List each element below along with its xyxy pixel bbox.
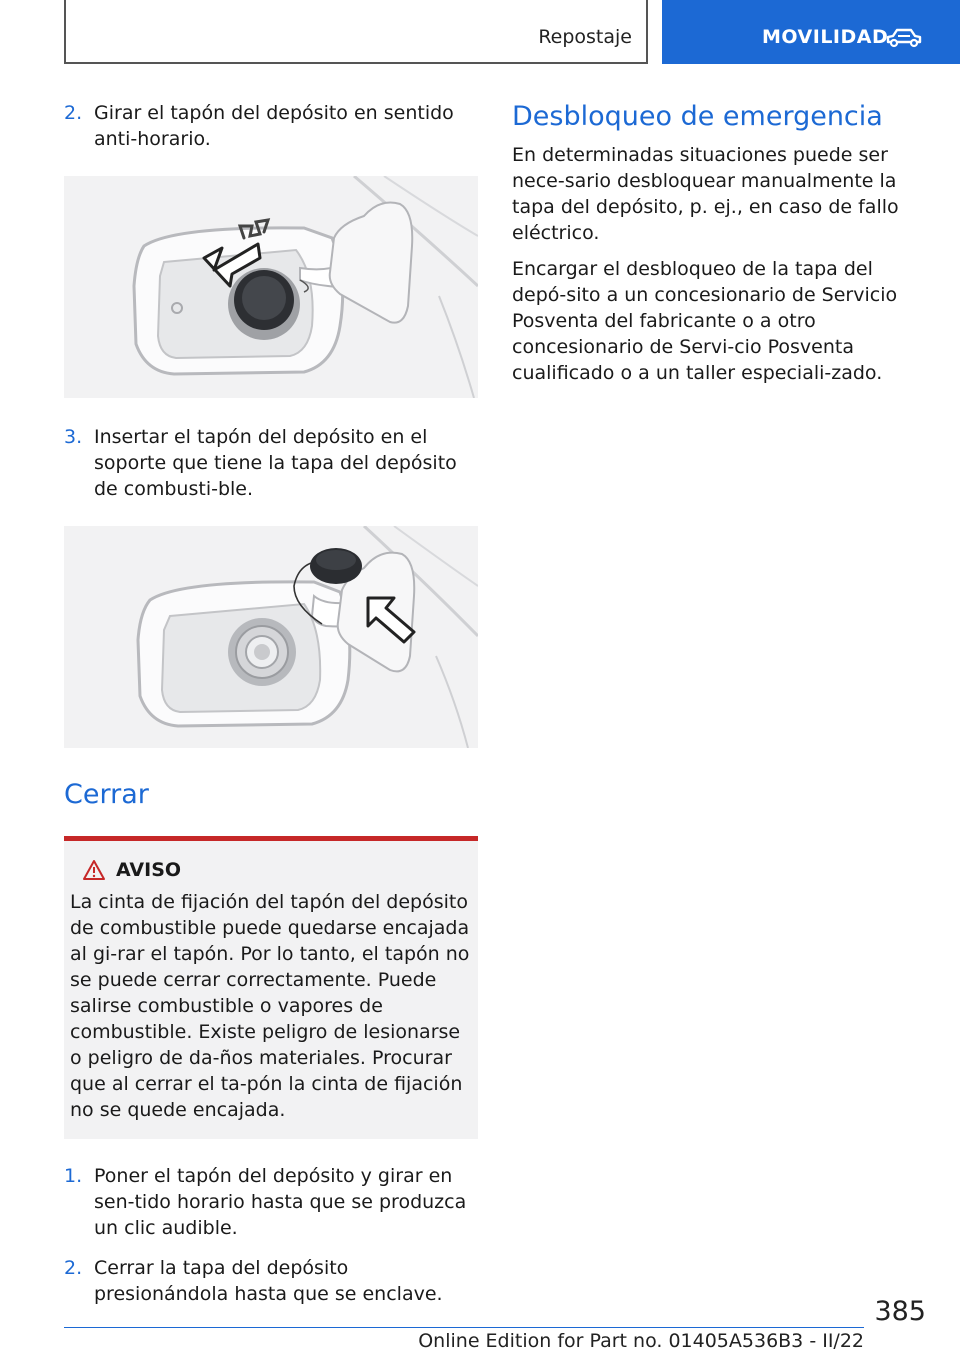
heading-desbloqueo: Desbloqueo de emergencia <box>512 101 883 132</box>
step-text: Girar el tapón del depósito en sentido anti‐horario. <box>94 102 454 150</box>
figure-cap-holder <box>64 526 478 748</box>
chapter-title: MOVILIDAD <box>762 26 889 48</box>
step-number: 2. <box>64 1257 83 1279</box>
paragraph: En determinadas situaciones puede ser nece‐sario desbloquear manualmente la tapa del depósito, p. ej., en caso de fallo eléctrico. <box>512 144 899 244</box>
notice-title: AVISO <box>116 859 182 881</box>
step-text: Cerrar la tapa del depósito presionándola hasta que se enclave. <box>94 1257 443 1305</box>
step-item <box>64 100 478 152</box>
step-number: 2. <box>64 102 83 124</box>
page-number: 385 <box>874 1296 926 1327</box>
paragraph: Encargar el desbloqueo de la tapa del depó‐sito a un concesionario de Servicio Posventa del fabricante o a otro concesionario de Servi‐cio Posventa cualificado o a un taller especiali‐zado. <box>512 258 898 384</box>
footer-divider <box>64 1327 864 1328</box>
section-title: Repostaje <box>538 26 632 48</box>
chapter-tab[interactable] <box>662 0 960 64</box>
notice-text: La cinta de fijación del tapón del depósito de combustible puede quedarse encajada al gi‐rar el tapón. Por lo tanto, el tapón no se puede cerrar correctamente. Puede salirse combustible o vapores de combustible. Existe peligro de lesionarse o peligro de da‐ños materiales. Procurar que al cerrar el ta‐pón la cinta de fijación no se quede encajada. <box>70 891 470 1121</box>
step-item <box>64 1163 478 1241</box>
notice-header <box>70 859 472 881</box>
heading-cerrar: Cerrar <box>64 779 149 810</box>
left-column <box>64 100 478 1321</box>
figure-turn-fuel-cap <box>64 176 478 398</box>
car-icon <box>884 26 924 50</box>
warning-triangle-icon <box>82 859 106 881</box>
right-column <box>512 100 924 396</box>
header-section-box <box>64 0 648 64</box>
footer-edition: Online Edition for Part no. 01405A536B3 - II/22 <box>418 1330 864 1352</box>
step-number: 3. <box>64 426 83 448</box>
step-item <box>64 424 478 502</box>
step-number: 1. <box>64 1165 83 1187</box>
step-item <box>64 1255 478 1307</box>
step-text: Poner el tapón del depósito y girar en sen‐tido horario hasta que se produzca un clic audible. <box>94 1165 467 1239</box>
step-text: Insertar el tapón del depósito en el soporte que tiene la tapa del depósito de combusti‐ble. <box>94 426 457 500</box>
warning-notice <box>64 836 478 1139</box>
